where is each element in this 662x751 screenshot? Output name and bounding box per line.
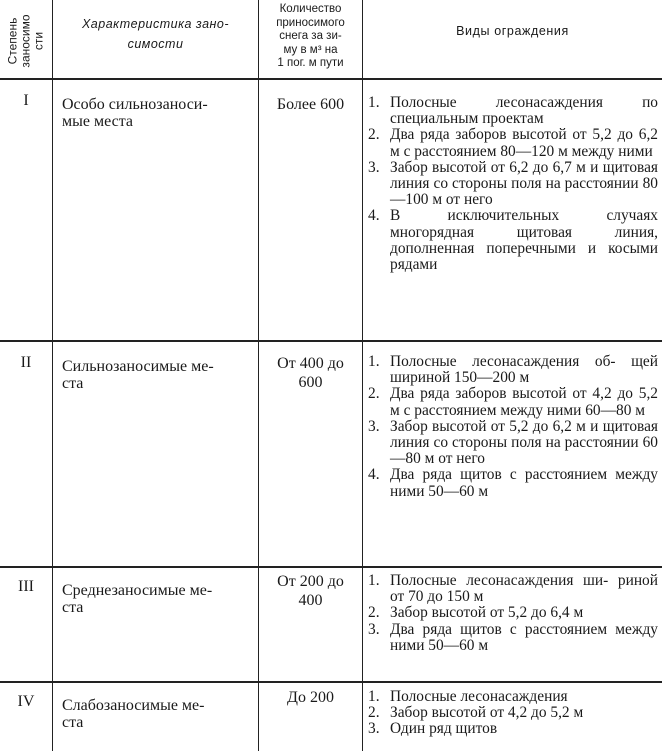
header-types: Виды ограждения	[456, 24, 569, 38]
measure-number: 2.	[368, 604, 380, 622]
header-characteristic: Характеристика зано- симости	[81, 17, 230, 51]
row-2-measure-2	[368, 386, 658, 418]
column-divider-3	[362, 0, 363, 751]
row-rule-3	[0, 681, 662, 683]
measure-text: В исключительных случаях многорядная щитовая линия, дополненная поперечными и косыми рядами	[390, 207, 658, 274]
row-2-measure-4	[368, 467, 658, 499]
measure-text: Два ряда щитов с расстоянием между ними 50—60 м	[390, 466, 658, 500]
row-3-measure-3	[368, 622, 658, 654]
row-4-measures	[368, 689, 658, 738]
measure-number: 3.	[368, 417, 380, 435]
measure-text: Полосные лесонасаждения	[390, 688, 568, 705]
measure-text: Два ряда щитов с расстоянием между ними 50—60 м	[390, 620, 658, 654]
measure-number: 4.	[368, 207, 380, 225]
row-1-quantity: Более 600	[276, 96, 345, 113]
measure-text: Полосные лесонасаждения ши- риной от 70 до 150 м	[390, 572, 658, 606]
row-1-degree: I	[23, 92, 29, 109]
measure-text: Один ряд щитов	[390, 720, 498, 738]
row-3-quantity: От 200 до 400	[277, 573, 344, 609]
row-4-measure-3	[368, 721, 658, 737]
measure-number: 3.	[368, 620, 380, 638]
row-4-measure-1	[368, 689, 658, 705]
row-2-measure-3	[368, 419, 658, 468]
row-1-measure-2	[368, 127, 658, 159]
row-1-measure-1	[368, 95, 658, 127]
measure-text: Забор высотой от 4,2 до 5,2 м	[390, 704, 584, 722]
measure-text: Забор высотой от 5,2 до 6,4 м	[390, 604, 584, 622]
row-1-measure-4	[368, 208, 658, 273]
measure-number: 1.	[368, 688, 380, 705]
row-1-measures	[368, 95, 658, 273]
header-degree-cell	[0, 2, 52, 80]
row-2-characteristic: Сильнозаносимые ме- ста	[62, 358, 214, 392]
header-degree: Степень заносимо сти	[5, 14, 46, 68]
measure-number: 4.	[368, 466, 380, 484]
row-2-quantity: От 400 до 600	[277, 355, 344, 391]
row-2-degree: II	[20, 354, 32, 371]
measure-number: 3.	[368, 158, 380, 176]
column-divider-1	[52, 0, 53, 751]
header-quantity: Количество приносимого снега за зи- му в м³ на 1 пог. м пути	[276, 3, 345, 69]
measure-number: 2.	[368, 385, 380, 403]
measure-number: 2.	[368, 126, 380, 144]
measure-text: Два ряда заборов высотой от 4,2 до 5,2 м с расстоянием между ними 60—80 м	[390, 385, 658, 419]
measure-text: Забор высотой от 6,2 до 6,7 м и щитовая линия со стороны поля на расстоянии 80—100 м от него	[390, 158, 658, 209]
measure-text: Полосные лесонасаждения по специальным проектам	[390, 94, 658, 128]
measure-number: 2.	[368, 704, 380, 722]
row-4-quantity: До 200	[287, 689, 334, 706]
row-rule-1	[0, 340, 662, 342]
measure-text: Полосные лесонасаждения об- щей шириной 150—200 м	[390, 353, 658, 387]
row-1-characteristic: Особо сильнозаноси- мые места	[62, 96, 208, 130]
row-2-measure-1	[368, 354, 658, 386]
measure-number: 3.	[368, 720, 380, 738]
row-4-characteristic: Слабозаносимые ме- ста	[62, 697, 205, 731]
measure-number: 1.	[368, 94, 380, 111]
measure-text: Забор высотой от 5,2 до 6,2 м и щитовая линия со стороны поля на расстоянии 60—80 м от него	[390, 417, 658, 468]
row-4-degree: IV	[17, 693, 35, 710]
row-3-degree: III	[18, 578, 34, 595]
row-3-measure-2	[368, 605, 658, 621]
row-3-measures	[368, 573, 658, 654]
header-bottom-rule	[0, 78, 662, 80]
row-3-characteristic: Среднезаносимые ме- ста	[62, 582, 213, 616]
row-4-measure-2	[368, 705, 658, 721]
measure-number: 1.	[368, 353, 380, 370]
row-3-measure-1	[368, 573, 658, 605]
row-2-measures	[368, 354, 658, 500]
row-rule-2	[0, 566, 662, 568]
row-1-measure-3	[368, 160, 658, 209]
measure-number: 1.	[368, 572, 380, 589]
measure-text: Два ряда заборов высотой от 5,2 до 6,2 м с расстоянием 80—120 м между ними	[390, 126, 658, 160]
